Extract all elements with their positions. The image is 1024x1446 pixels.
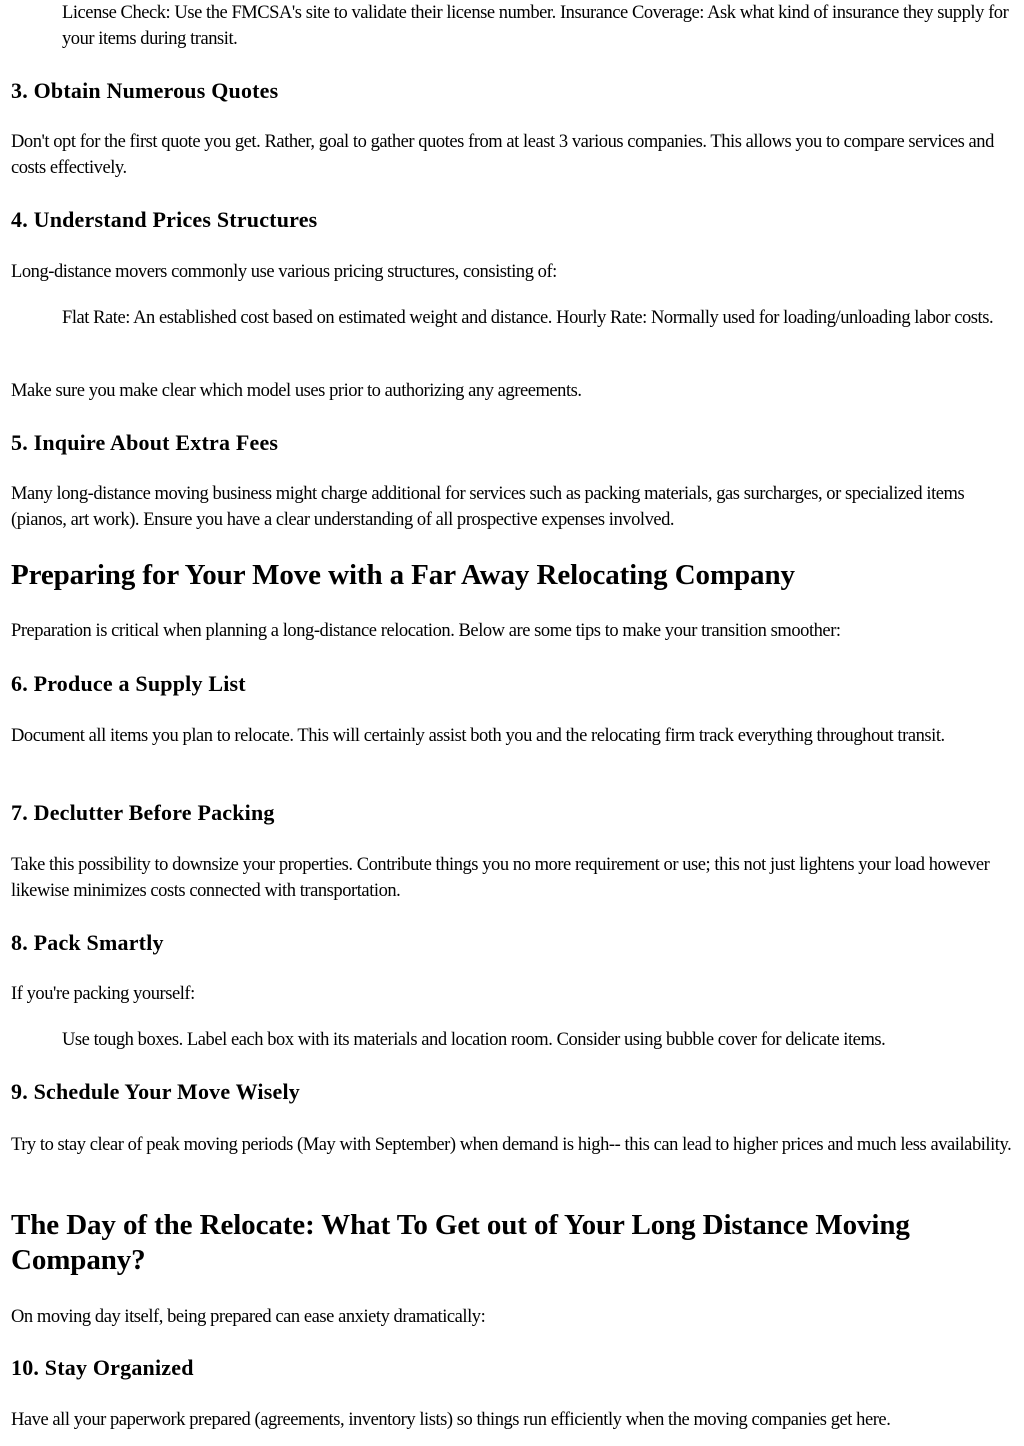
blockquote-packing-tips: Use tough boxes. Label each box with its materials and location room. Consider using bubble cover for delicate items. — [62, 1030, 886, 1050]
paragraph-quotes: Don't opt for the first quote you get. Rather, goal to gather quotes from at least 3 various companies. This allows you to compare services and costs effectively. — [11, 132, 994, 178]
heading-declutter: 7. Declutter Before Packing — [11, 800, 275, 825]
heading-extra-fees: 5. Inquire About Extra Fees — [11, 430, 279, 455]
paragraph-preparation: Preparation is critical when planning a long-distance relocation. Below are some tips to make your transition smoother: — [11, 621, 841, 641]
heading-preparing-move: Preparing for Your Move with a Far Away Relocating Company — [11, 559, 795, 591]
paragraph-supply-list: Document all items you plan to relocate. This will certainly assist both you and the relocating firm track everything throughout transit. — [11, 726, 945, 746]
paragraph-packing-yourself: If you're packing yourself: — [11, 984, 195, 1004]
paragraph-model-clarify: Make sure you make clear which model uses prior to authorizing any agreements. — [11, 381, 582, 401]
heading-pack-smartly: 8. Pack Smartly — [11, 930, 164, 955]
blockquote-license-insurance: License Check: Use the FMCSA's site to validate their license number. Insurance Coverage: Ask what kind of insurance they supply for your items during transit. — [62, 3, 1009, 49]
heading-schedule-move: 9. Schedule Your Move Wisely — [11, 1079, 300, 1104]
blockquote-flat-hourly-rate: Flat Rate: An established cost based on estimated weight and distance. Hourly Rate: Normally used for loading/unloading labor costs. — [62, 308, 994, 328]
heading-obtain-quotes: 3. Obtain Numerous Quotes — [11, 78, 279, 103]
paragraph-schedule: Try to stay clear of peak moving periods (May with September) when demand is high-- this can lead to higher prices and much less availability. — [11, 1135, 1012, 1155]
heading-stay-organized: 10. Stay Organized — [11, 1355, 194, 1380]
heading-day-of-relocate: The Day of the Relocate: What To Get out of Your Long Distance Moving Company? — [11, 1209, 910, 1276]
paragraph-extra-fees: Many long-distance moving business might charge additional for services such as packing materials, gas surcharges, or specialized items (pianos, art work). Ensure you have a clear understanding of all prospective expenses involved. — [11, 484, 965, 530]
paragraph-stay-organized: Have all your paperwork prepared (agreements, inventory lists) so things run efficiently when the moving companies get here. — [11, 1410, 891, 1430]
paragraph-pricing-intro: Long-distance movers commonly use various pricing structures, consisting of: — [11, 262, 557, 282]
paragraph-moving-day: On moving day itself, being prepared can ease anxiety dramatically: — [11, 1307, 486, 1327]
heading-supply-list: 6. Produce a Supply List — [11, 671, 246, 696]
paragraph-declutter: Take this possibility to downsize your properties. Contribute things you no more requirement or use; this not just lightens your load however likewise minimizes costs connected with transportation. — [11, 855, 990, 901]
heading-price-structures: 4. Understand Prices Structures — [11, 207, 318, 232]
